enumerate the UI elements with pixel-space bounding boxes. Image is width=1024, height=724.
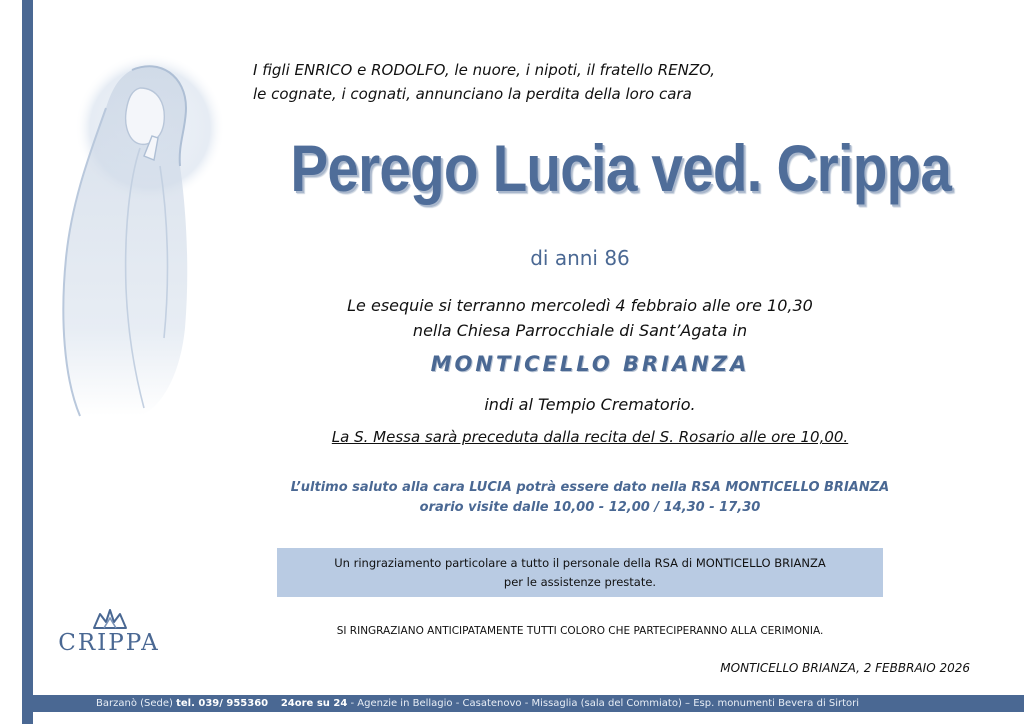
visit-info	[220, 478, 960, 518]
footer-agencies: - Agenzie in Bellagio - Casatenovo - Missaglia (sala del Commiato) – Esp. monumenti Bevera di Sirtori	[347, 698, 860, 709]
intro-line-2: le cognate, i cognati, annunciano la perdita della loro cara	[253, 85, 692, 103]
deceased-age: di anni 86	[530, 246, 630, 270]
deceased-name: Perego Lucia ved. Crippa	[290, 131, 952, 205]
crippa-logo	[50, 608, 170, 660]
funeral-details	[260, 293, 900, 343]
crown-icon	[90, 608, 130, 630]
funeral-line-1: Le esequie si terranno mercoledì 4 febbraio alle ore 10,30	[347, 296, 813, 315]
thanks-line-2: per le assistenze prestate.	[503, 574, 657, 589]
footer-location: Barzanò (Sede)	[96, 698, 177, 709]
intro-line-1: I figli ENRICO e RODOLFO, le nuore, i nipoti, il fratello RENZO,	[253, 61, 716, 79]
funeral-line-2: nella Chiesa Parrocchiale di Sant’Agata in	[412, 321, 748, 340]
left-border-bar	[22, 0, 33, 724]
funeral-town: MONTICELLO BRIANZA	[430, 352, 750, 376]
visit-line-1: L’ultimo saluto alla cara LUCIA potrà essere dato nella RSA MONTICELLO BRIANZA	[290, 480, 890, 495]
footer-text	[96, 696, 859, 711]
dateline: MONTICELLO BRIANZA, 2 FEBBRAIO 2026	[720, 661, 970, 675]
rosary-note: La S. Messa sarà preceduta dalla recita del S. Rosario alle ore 10,00.	[331, 428, 849, 446]
madonna-praying-icon	[40, 48, 240, 418]
footer-phone: tel. 039/ 955360	[176, 698, 269, 709]
logo-text: CRIPPA	[58, 630, 160, 656]
thanks-box	[277, 548, 883, 597]
advance-thanks: SI RINGRAZIANO ANTICIPATAMENTE TUTTI COLORO CHE PARTECIPERANNO ALLA CERIMONIA.	[336, 625, 824, 637]
crematorium-note: indi al Tempio Crematorio.	[484, 395, 696, 414]
footer-hours: 24ore su 24	[280, 698, 348, 709]
thanks-line-1: Un ringraziamento particolare a tutto il personale della RSA di MONTICELLO BRIANZA	[334, 555, 826, 570]
announcement-intro	[253, 58, 813, 106]
visit-line-2: orario visite dalle 10,00 - 12,00 / 14,30 - 17,30	[419, 500, 761, 515]
